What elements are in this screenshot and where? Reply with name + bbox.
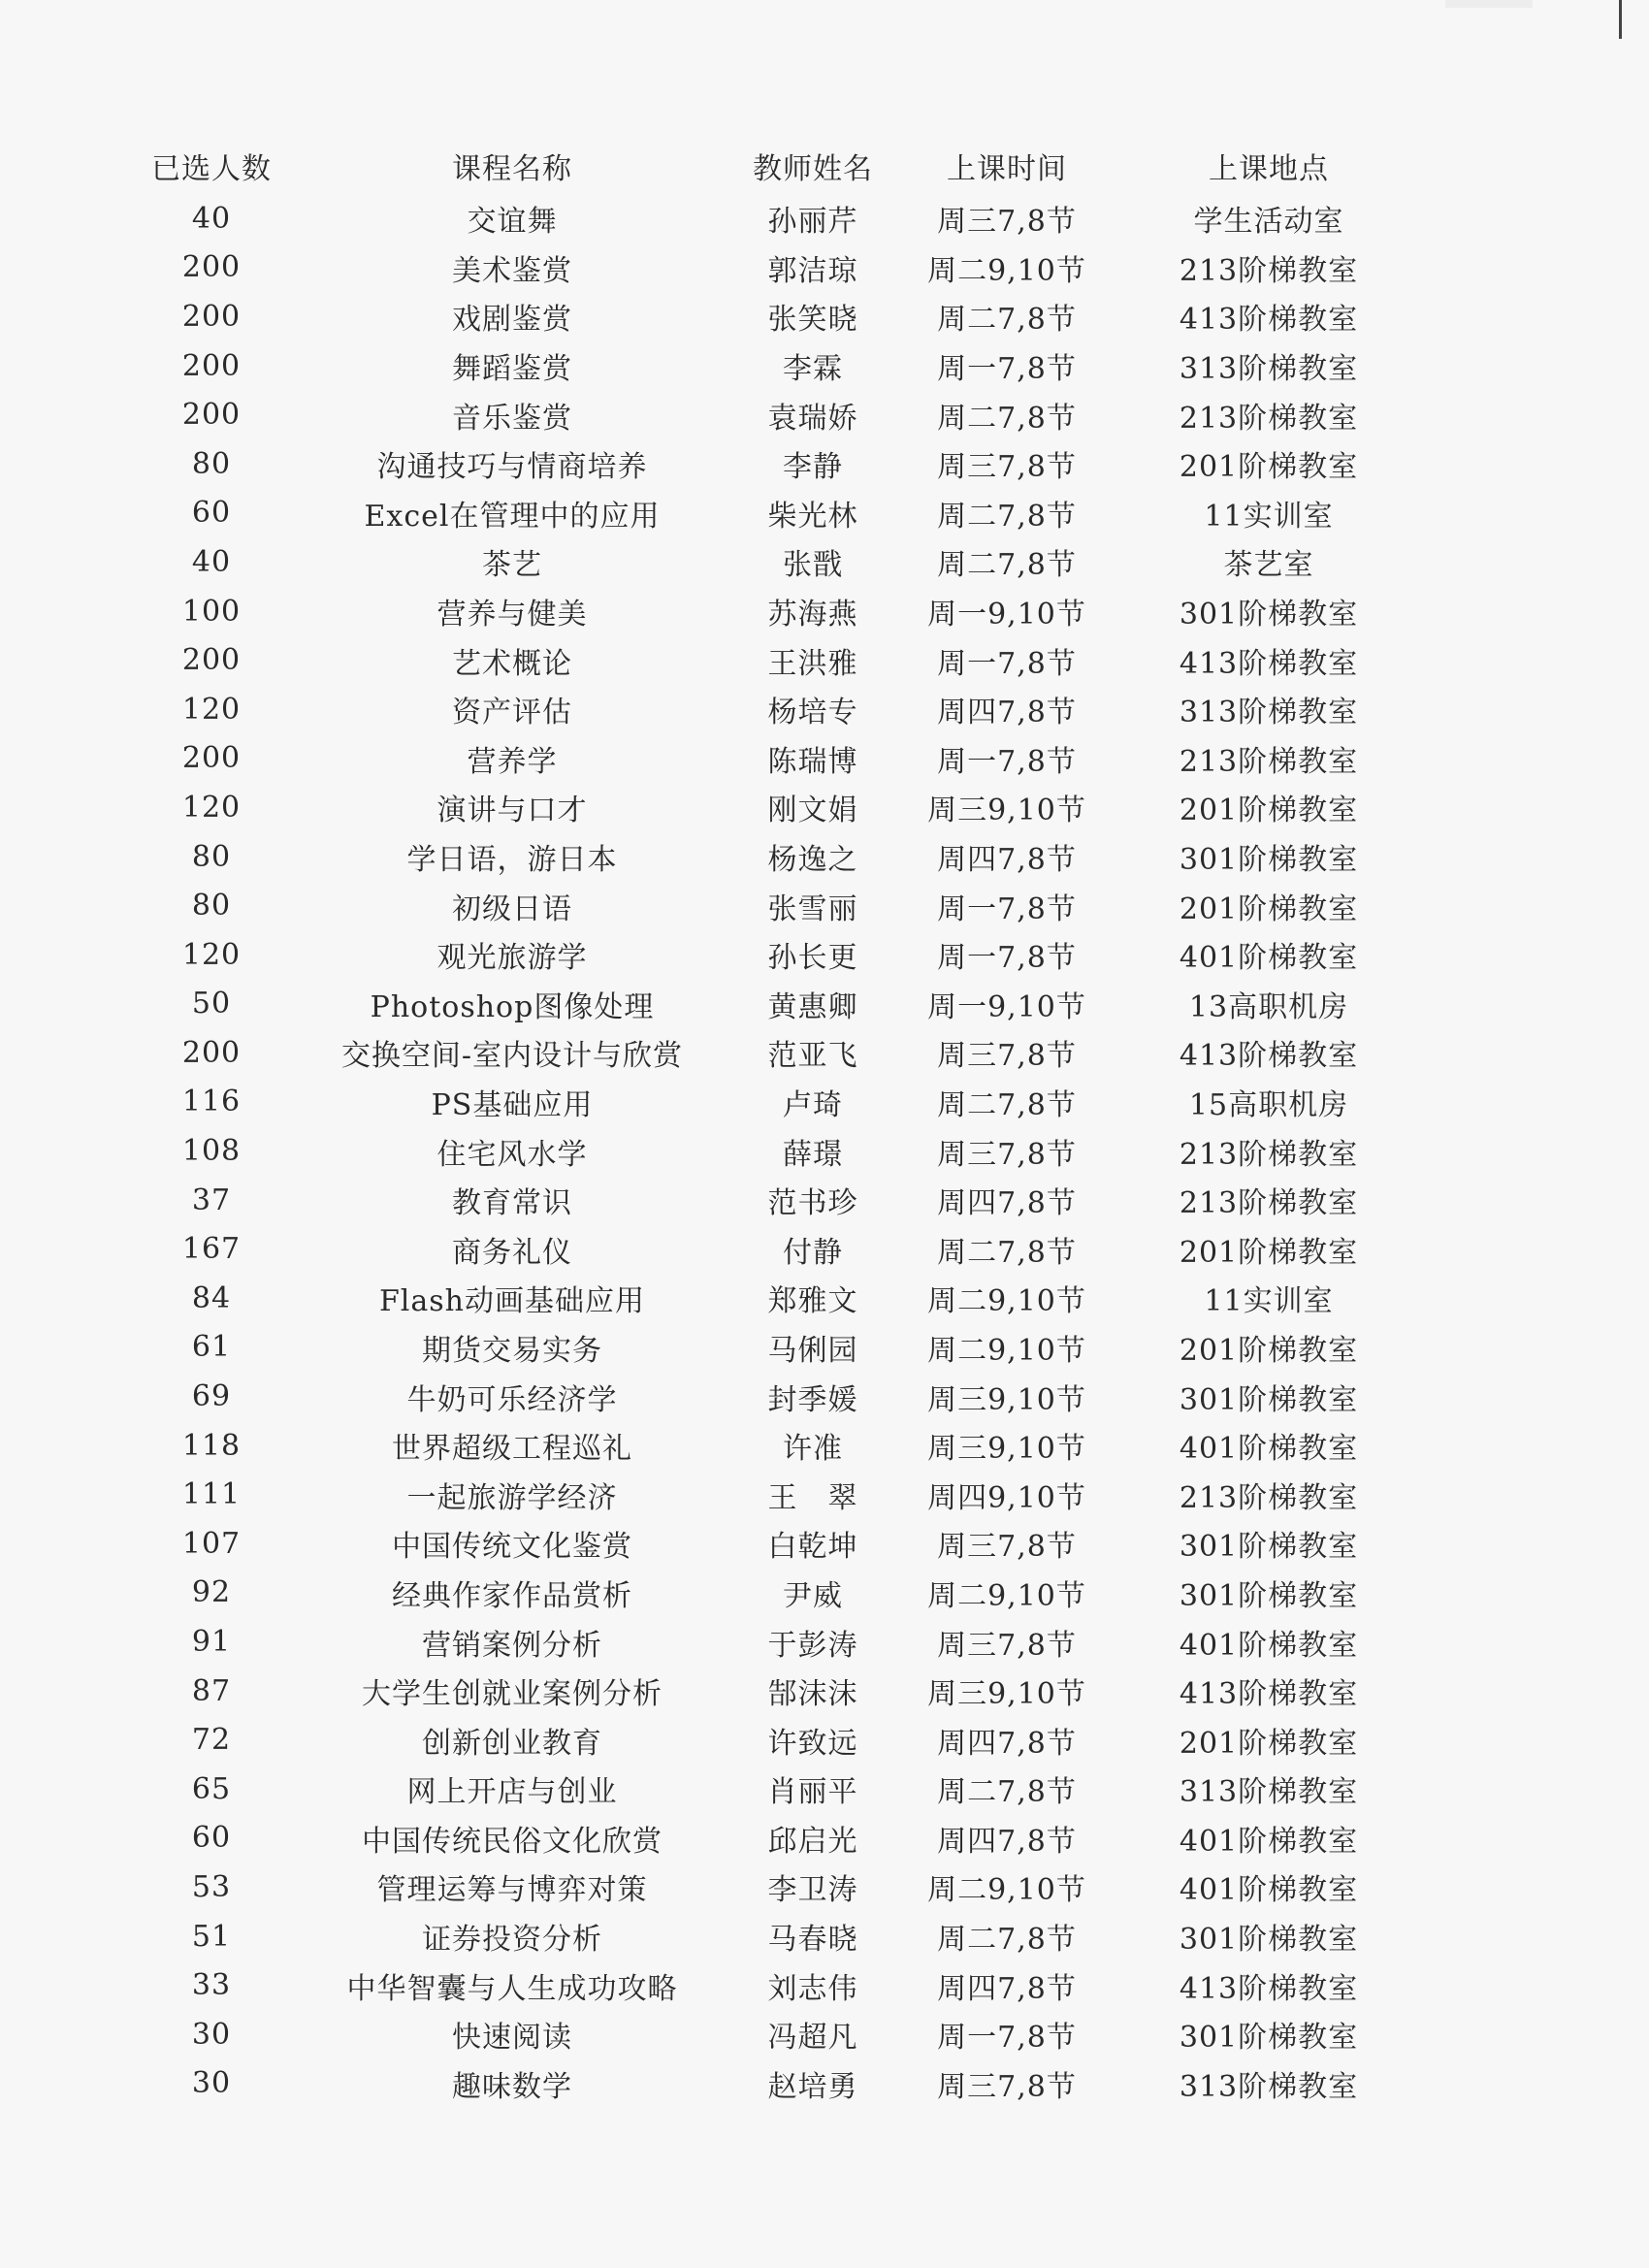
enrolled-count-cell: 167 (181, 1232, 242, 1267)
course-name-cell: 大学生创就业案例分析 (362, 1677, 663, 1712)
table-row (124, 537, 1424, 587)
course-name-cell: 创新创业教育 (422, 1726, 602, 1761)
table-row (124, 1617, 1424, 1667)
class-location-cell: 313阶梯教室 (1179, 696, 1359, 730)
table-row (124, 390, 1424, 439)
course-name-cell: 初级日语 (452, 891, 572, 926)
enrolled-count-cell: 200 (181, 348, 242, 383)
class-location-cell: 413阶梯教室 (1179, 1971, 1359, 2006)
course-name-cell: 学日语，游日本 (406, 843, 618, 878)
table-row (124, 1765, 1424, 1814)
teacher-name-cell: 尹威 (783, 1578, 843, 1613)
table-row (124, 1863, 1424, 1912)
class-time-cell: 周一9,10节 (927, 989, 1086, 1024)
teacher-name-cell: 袁瑞娇 (767, 401, 858, 436)
class-time-cell: 周一9,10节 (927, 598, 1086, 632)
enrolled-count-cell: 80 (191, 839, 232, 874)
teacher-name-cell: 卢琦 (783, 1087, 843, 1122)
class-time-cell: 周二7,8节 (937, 499, 1077, 534)
class-location-cell: 13高职机房 (1188, 989, 1349, 1024)
teacher-name-cell: 黄惠卿 (767, 989, 858, 1024)
table-row (124, 1569, 1424, 1618)
table-row (124, 1960, 1424, 2010)
table-row (124, 243, 1424, 293)
course-name-cell: 艺术概论 (452, 646, 572, 681)
class-time-cell: 周四7,8节 (937, 1824, 1077, 1859)
table-row (124, 635, 1424, 685)
teacher-name-cell: 刘志伟 (767, 1971, 858, 2006)
teacher-name-cell: 范书珍 (767, 1186, 858, 1221)
class-time-cell: 周一7,8节 (937, 941, 1077, 976)
table-row (124, 832, 1424, 882)
enrolled-count-cell: 60 (191, 1821, 232, 1856)
table-row (124, 881, 1424, 930)
enrolled-count-cell: 33 (191, 1968, 232, 2003)
table-row (124, 1912, 1424, 1961)
enrolled-count-cell: 200 (181, 1035, 242, 1070)
class-time-cell: 周四7,8节 (937, 1186, 1077, 1221)
teacher-name-cell: 冯超凡 (767, 2021, 858, 2056)
class-time-cell: 周一7,8节 (937, 2021, 1077, 2056)
class-location-cell: 413阶梯教室 (1179, 1039, 1359, 1074)
teacher-name-cell: 王洪雅 (767, 646, 858, 681)
teacher-name-cell: 王 翠 (767, 1480, 858, 1515)
enrolled-count-cell: 50 (191, 987, 232, 1021)
course-name-cell: 营销案例分析 (422, 1628, 602, 1663)
table-row (124, 341, 1424, 391)
enrolled-count-cell: 200 (181, 398, 242, 433)
teacher-name-cell: 张雪丽 (767, 891, 858, 926)
class-time-cell: 周一7,8节 (937, 744, 1077, 779)
course-name-cell: 美术鉴赏 (452, 253, 572, 288)
class-time-cell: 周二9,10节 (927, 1284, 1086, 1319)
class-time-cell: 周三9,10节 (927, 1382, 1086, 1417)
scan-edge-mark (1619, 0, 1622, 39)
class-time-cell: 周二7,8节 (937, 1235, 1077, 1270)
enrolled-count-cell: 120 (181, 692, 242, 727)
class-location-cell: 201阶梯教室 (1179, 1333, 1359, 1368)
course-name-cell: 交换空间-室内设计与欣赏 (340, 1039, 684, 1074)
enrolled-count-cell: 92 (191, 1575, 232, 1610)
class-location-cell: 301阶梯教室 (1179, 1923, 1359, 1958)
class-location-cell: 213阶梯教室 (1179, 1186, 1359, 1221)
table-row (124, 292, 1424, 341)
class-location-cell: 201阶梯教室 (1179, 1235, 1359, 1270)
teacher-name-cell: 张戬 (783, 548, 843, 583)
class-location-cell: 301阶梯教室 (1179, 1578, 1359, 1613)
class-time-cell: 周二9,10节 (927, 1578, 1086, 1613)
class-location-cell: 茶艺室 (1223, 548, 1314, 583)
enrolled-count-cell: 72 (191, 1723, 232, 1758)
class-time-cell: 周三7,8节 (937, 1530, 1077, 1565)
class-time-cell: 周四7,8节 (937, 843, 1077, 878)
enrolled-count-cell: 100 (181, 594, 242, 629)
table-row (124, 2010, 1424, 2059)
teacher-name-cell: 刚文娟 (767, 794, 858, 828)
course-name-cell: 中国传统民俗文化欣赏 (362, 1824, 663, 1859)
course-name-cell: 茶艺 (482, 548, 542, 583)
header-enrolled-count: 已选人数 (151, 152, 272, 186)
course-name-cell: 证券投资分析 (422, 1923, 602, 1958)
scan-artifact (1445, 0, 1533, 8)
course-name-cell: Photoshop图像处理 (370, 989, 655, 1024)
class-time-cell: 周一7,8节 (937, 646, 1077, 681)
course-name-cell: 演讲与口才 (436, 794, 588, 828)
course-name-cell: 营养与健美 (436, 598, 588, 632)
class-location-cell: 413阶梯教室 (1179, 646, 1359, 681)
class-location-cell: 401阶梯教室 (1179, 941, 1359, 976)
table-row (124, 1126, 1424, 1176)
enrolled-count-cell: 87 (191, 1673, 232, 1708)
teacher-name-cell: 赵培勇 (767, 2069, 858, 2104)
enrolled-count-cell: 120 (181, 937, 242, 972)
table-row (124, 439, 1424, 489)
class-location-cell: 213阶梯教室 (1179, 744, 1359, 779)
table-row (124, 1421, 1424, 1471)
course-name-cell: PS基础应用 (431, 1087, 594, 1122)
table-row (124, 1814, 1424, 1863)
class-location-cell: 301阶梯教室 (1179, 1530, 1359, 1565)
class-location-cell: 201阶梯教室 (1179, 450, 1359, 485)
class-location-cell: 401阶梯教室 (1179, 1873, 1359, 1908)
enrolled-count-cell: 61 (191, 1330, 232, 1365)
class-time-cell: 周三7,8节 (937, 1039, 1077, 1074)
class-time-cell: 周三7,8节 (937, 2069, 1077, 2104)
table-row (124, 1176, 1424, 1225)
table-row (124, 1667, 1424, 1716)
teacher-name-cell: 郜沫沫 (767, 1677, 858, 1712)
enrolled-count-cell: 40 (191, 201, 232, 236)
course-name-cell: 资产评估 (452, 696, 572, 730)
course-name-cell: 中华智囊与人生成功攻略 (346, 1971, 678, 2006)
teacher-name-cell: 许准 (783, 1432, 843, 1467)
teacher-name-cell: 白乾坤 (767, 1530, 858, 1565)
enrolled-count-cell: 80 (191, 446, 232, 481)
course-name-cell: 管理运筹与博弈对策 (376, 1873, 648, 1908)
table-body (124, 194, 1424, 2108)
enrolled-count-cell: 116 (181, 1085, 242, 1119)
class-location-cell: 213阶梯教室 (1179, 1137, 1359, 1172)
course-name-cell: 住宅风水学 (436, 1137, 588, 1172)
class-location-cell: 313阶梯教室 (1179, 352, 1359, 387)
class-location-cell: 401阶梯教室 (1179, 1628, 1359, 1663)
enrolled-count-cell: 118 (181, 1428, 242, 1463)
enrolled-count-cell: 30 (191, 2066, 232, 2101)
table-row (124, 1224, 1424, 1274)
class-time-cell: 周四9,10节 (927, 1480, 1086, 1515)
enrolled-count-cell: 80 (191, 889, 232, 923)
class-location-cell: 15高职机房 (1188, 1087, 1349, 1122)
course-name-cell: 牛奶可乐经济学 (406, 1382, 618, 1417)
course-name-cell: Excel在管理中的应用 (364, 499, 661, 534)
class-location-cell: 学生活动室 (1193, 205, 1344, 240)
course-name-cell: 音乐鉴赏 (452, 401, 572, 436)
class-location-cell: 213阶梯教室 (1179, 401, 1359, 436)
course-name-cell: 交谊舞 (467, 205, 558, 240)
table-row (124, 1519, 1424, 1569)
class-location-cell: 401阶梯教室 (1179, 1432, 1359, 1467)
enrolled-count-cell: 51 (191, 1919, 232, 1954)
class-location-cell: 313阶梯教室 (1179, 2069, 1359, 2104)
enrolled-count-cell: 69 (191, 1379, 232, 1414)
class-time-cell: 周二7,8节 (937, 303, 1077, 338)
table-row (124, 1372, 1424, 1421)
class-time-cell: 周二9,10节 (927, 253, 1086, 288)
header-course-name: 课程名称 (452, 152, 572, 186)
teacher-name-cell: 于彭涛 (767, 1628, 858, 1663)
table-row (124, 685, 1424, 734)
teacher-name-cell: 孙丽芹 (767, 205, 858, 240)
class-time-cell: 周二7,8节 (937, 548, 1077, 583)
class-time-cell: 周二7,8节 (937, 1923, 1077, 1958)
course-name-cell: 趣味数学 (452, 2069, 572, 2104)
course-name-cell: 教育常识 (452, 1186, 572, 1221)
table-header (124, 138, 1424, 194)
teacher-name-cell: 郑雅文 (767, 1284, 858, 1319)
class-time-cell: 周二7,8节 (937, 1087, 1077, 1122)
course-name-cell: 舞蹈鉴赏 (452, 352, 572, 387)
class-location-cell: 201阶梯教室 (1179, 891, 1359, 926)
teacher-name-cell: 马春晓 (767, 1923, 858, 1958)
class-time-cell: 周一7,8节 (937, 891, 1077, 926)
class-time-cell: 周三7,8节 (937, 205, 1077, 240)
enrolled-count-cell: 84 (191, 1280, 232, 1315)
class-location-cell: 301阶梯教室 (1179, 1382, 1359, 1417)
teacher-name-cell: 邱启光 (767, 1824, 858, 1859)
table-row (124, 1715, 1424, 1765)
course-name-cell: 观光旅游学 (436, 941, 588, 976)
teacher-name-cell: 杨培专 (767, 696, 858, 730)
class-location-cell: 301阶梯教室 (1179, 843, 1359, 878)
class-location-cell: 401阶梯教室 (1179, 1824, 1359, 1859)
class-location-cell: 11实训室 (1204, 499, 1334, 534)
table-row (124, 1274, 1424, 1323)
course-name-cell: 世界超级工程巡礼 (392, 1432, 632, 1467)
teacher-name-cell: 肖丽平 (767, 1775, 858, 1810)
class-location-cell: 201阶梯教室 (1179, 794, 1359, 828)
teacher-name-cell: 封季媛 (767, 1382, 858, 1417)
teacher-name-cell: 李卫涛 (767, 1873, 858, 1908)
course-name-cell: 快速阅读 (452, 2021, 572, 2056)
teacher-name-cell: 郭洁琼 (767, 253, 858, 288)
class-location-cell: 213阶梯教室 (1179, 253, 1359, 288)
course-name-cell: 营养学 (467, 744, 558, 779)
enrolled-count-cell: 111 (181, 1477, 242, 1512)
enrolled-count-cell: 200 (181, 741, 242, 776)
class-time-cell: 周四7,8节 (937, 1971, 1077, 2006)
enrolled-count-cell: 91 (191, 1625, 232, 1660)
table-row (124, 1323, 1424, 1373)
enrolled-count-cell: 200 (181, 299, 242, 334)
teacher-name-cell: 陈瑞博 (767, 744, 858, 779)
enrolled-count-cell: 53 (191, 1869, 232, 1904)
table-row (124, 1078, 1424, 1127)
class-time-cell: 周二9,10节 (927, 1333, 1086, 1368)
course-name-cell: 经典作家作品赏析 (392, 1578, 632, 1613)
class-location-cell: 413阶梯教室 (1179, 303, 1359, 338)
table-row (124, 489, 1424, 538)
class-time-cell: 周三7,8节 (937, 450, 1077, 485)
teacher-name-cell: 范亚飞 (767, 1039, 858, 1074)
table-row (124, 980, 1424, 1029)
header-class-time: 上课时间 (947, 152, 1067, 186)
course-name-cell: 期货交易实务 (422, 1333, 602, 1368)
enrolled-count-cell: 40 (191, 544, 232, 579)
enrolled-count-cell: 200 (181, 250, 242, 285)
class-location-cell: 201阶梯教室 (1179, 1726, 1359, 1761)
table-row (124, 587, 1424, 636)
class-location-cell: 413阶梯教室 (1179, 1677, 1359, 1712)
class-location-cell: 213阶梯教室 (1179, 1480, 1359, 1515)
class-time-cell: 周二7,8节 (937, 1775, 1077, 1810)
course-name-cell: 一起旅游学经济 (406, 1480, 618, 1515)
enrolled-count-cell: 107 (181, 1526, 242, 1561)
table-row (124, 194, 1424, 243)
course-roster-table (124, 138, 1424, 2108)
teacher-name-cell: 李霖 (783, 352, 843, 387)
course-name-cell: 商务礼仪 (452, 1235, 572, 1270)
teacher-name-cell: 柴光林 (767, 499, 858, 534)
table-row (124, 734, 1424, 784)
class-time-cell: 周三9,10节 (927, 794, 1086, 828)
header-row (124, 138, 1424, 194)
table-row (124, 783, 1424, 832)
teacher-name-cell: 苏海燕 (767, 598, 858, 632)
class-time-cell: 周二9,10节 (927, 1873, 1086, 1908)
class-location-cell: 11实训室 (1204, 1284, 1334, 1319)
table-row (124, 1028, 1424, 1078)
teacher-name-cell: 薛璟 (783, 1137, 843, 1172)
course-name-cell: 戏剧鉴赏 (452, 303, 572, 338)
course-name-cell: 网上开店与创业 (406, 1775, 618, 1810)
table-row (124, 2059, 1424, 2109)
header-class-location: 上课地点 (1209, 152, 1329, 186)
class-time-cell: 周三7,8节 (937, 1628, 1077, 1663)
class-location-cell: 301阶梯教室 (1179, 2021, 1359, 2056)
enrolled-count-cell: 120 (181, 790, 242, 825)
class-location-cell: 313阶梯教室 (1179, 1775, 1359, 1810)
teacher-name-cell: 许致远 (767, 1726, 858, 1761)
class-time-cell: 周三9,10节 (927, 1432, 1086, 1467)
class-time-cell: 周二7,8节 (937, 401, 1077, 436)
teacher-name-cell: 张笑晓 (767, 303, 858, 338)
teacher-name-cell: 马俐园 (767, 1333, 858, 1368)
enrolled-count-cell: 65 (191, 1771, 232, 1806)
teacher-name-cell: 孙长更 (767, 941, 858, 976)
enrolled-count-cell: 30 (191, 2017, 232, 2052)
course-name-cell: Flash动画基础应用 (378, 1284, 645, 1319)
class-time-cell: 周一7,8节 (937, 352, 1077, 387)
class-location-cell: 301阶梯教室 (1179, 598, 1359, 632)
teacher-name-cell: 杨逸之 (767, 843, 858, 878)
enrolled-count-cell: 108 (181, 1134, 242, 1169)
class-time-cell: 周四7,8节 (937, 1726, 1077, 1761)
table-row (124, 1470, 1424, 1519)
teacher-name-cell: 付静 (783, 1235, 843, 1270)
enrolled-count-cell: 37 (191, 1183, 232, 1217)
class-time-cell: 周三9,10节 (927, 1677, 1086, 1712)
course-name-cell: 中国传统文化鉴赏 (392, 1530, 632, 1565)
enrolled-count-cell: 60 (191, 496, 232, 531)
enrolled-count-cell: 200 (181, 643, 242, 678)
table-row (124, 930, 1424, 980)
course-name-cell: 沟通技巧与情商培养 (376, 450, 648, 485)
header-teacher-name: 教师姓名 (753, 152, 873, 186)
class-time-cell: 周三7,8节 (937, 1137, 1077, 1172)
teacher-name-cell: 李静 (783, 450, 843, 485)
class-time-cell: 周四7,8节 (937, 696, 1077, 730)
